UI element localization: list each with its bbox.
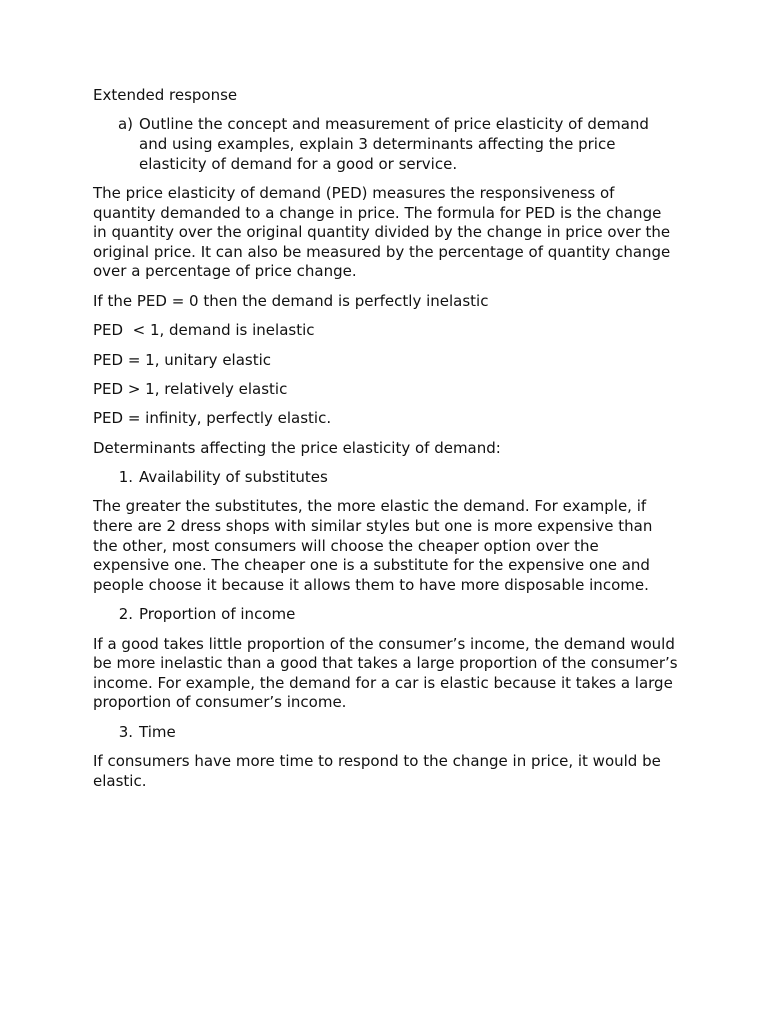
ped-rule: PED = infinity, perfectly elastic. [93, 409, 332, 428]
question-marker: a) [117, 115, 133, 134]
ped-rule: If the PED = 0 then the demand is perfectly inelastic [93, 291, 489, 310]
determinant-item [93, 605, 678, 625]
intro-paragraph: The price elasticity of demand (PED) measures the responsiveness of quantity demanded to a change in price. The formula for PED is the change in quantity over the original quantity divided by the change in price over the original price. It can also be measured by the percentage of quantity change over a percentage of price change. [93, 183, 676, 281]
ped-rule: PED > 1, relatively elastic [93, 379, 288, 398]
ped-rule: PED < 1, demand is inelastic [93, 321, 315, 340]
question-text: Outline the concept and measurement of price elasticity of demand and using examples, explain 3 determinants affecting the price elasticity of demand for a good or service. [139, 115, 654, 173]
heading: Extended response [93, 86, 238, 104]
determinant-item [93, 723, 678, 743]
determinant-marker: 2. [118, 605, 133, 624]
determinant-title: Proportion of income [139, 605, 296, 624]
determinant-body: If consumers have more time to respond to the change in price, it would be elastic. [93, 752, 666, 790]
determinant-body: If a good takes little proportion of the consumer’s income, the demand would be more inelastic than a good that takes a large proportion of the consumer’s income. For example, the demand for a car is elastic because it takes a large proportion of consumer’s income. [93, 634, 683, 712]
determinant-body: The greater the substitutes, the more elastic the demand. For example, if there are 2 dress shops with similar styles but one is more expensive than the other, most consumers will choose the cheaper option over the expensive one. The cheaper one is a substitute for the expensive one and people choose it because it allows them to have more disposable income. [93, 497, 658, 594]
question-item [93, 115, 678, 174]
determinant-marker: 1. [118, 468, 133, 487]
ped-rule: PED = 1, unitary elastic [93, 350, 272, 369]
document-page [93, 86, 683, 801]
determinant-title: Availability of substitutes [139, 468, 328, 487]
determinant-marker: 3. [118, 722, 133, 741]
determinant-item [93, 468, 678, 488]
determinants-intro: Determinants affecting the price elasticity of demand: [93, 438, 501, 457]
determinant-title: Time [139, 722, 176, 741]
